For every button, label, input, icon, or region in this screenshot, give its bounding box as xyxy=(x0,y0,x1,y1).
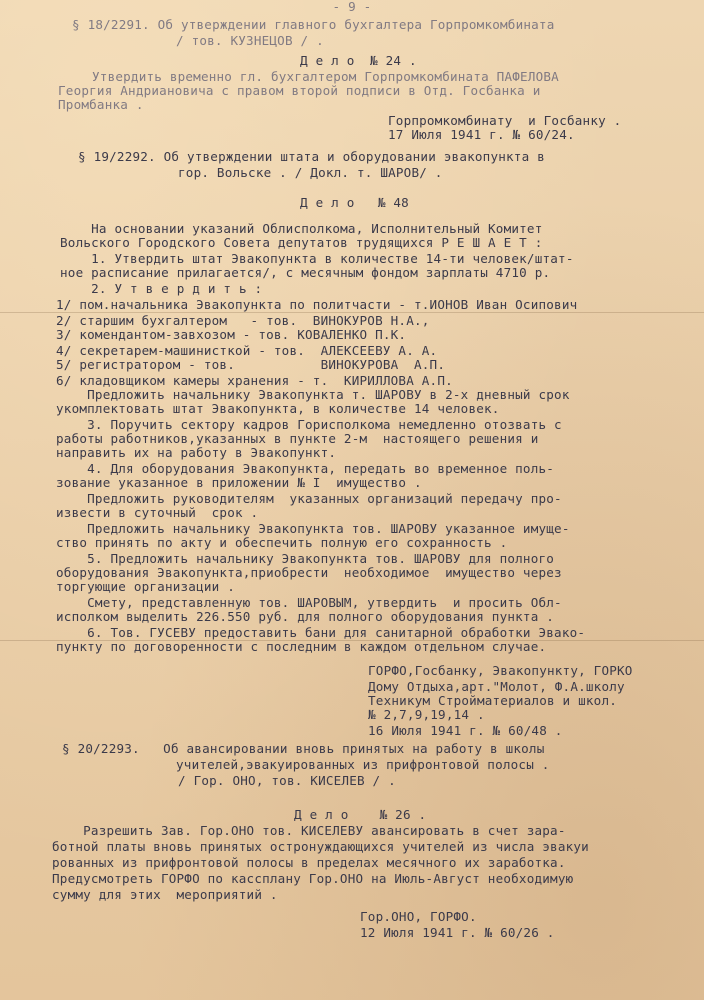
section3-distribution: Гор.ОНО, ГОРФО. xyxy=(360,909,477,924)
section2-body-line: оборудования Эвакопункта,приобрести необходимое имущество через xyxy=(56,565,562,580)
section2-body-line: 2. У т в е р д и т ь : xyxy=(60,281,263,296)
section3-heading: § 20/2293. Об авансировании вновь принятых на работу в школы xyxy=(62,741,545,756)
section2-body-line: исполком выделить 226.550 руб. для полного оборудования пункта . xyxy=(56,609,555,624)
staff-item: 3/ комендантом-завхозом - тов. КОВАЛЕНКО П.К. xyxy=(56,327,407,342)
section2-body-line: 4. Для оборудования Эвакопункта, передать во временное поль- xyxy=(56,461,555,476)
section3-body-line: ботной платы вновь принятых остронуждающихся учителей из числа эвакуи xyxy=(52,839,589,854)
staff-item: 2/ старшим бухгалтером - тов. ВИНОКУРОВ Н.А., xyxy=(56,313,430,328)
section3-body-line: Разрешить Зав. Гор.ОНО тов. КИСЕЛЕВУ авансировать в счет зара- xyxy=(52,823,566,838)
section2-distribution: Техникум Стройматериалов и школ. xyxy=(368,693,618,708)
staff-item: 5/ регистратором - тов. ВИНОКУРОВА А.П. xyxy=(56,357,446,372)
section1-body-line: Промбанка . xyxy=(58,97,144,112)
section3-case-number: Д е л о № 26 . xyxy=(294,807,427,822)
section2-body-line: Смету, представленную тов. ШАРОВЫМ, утвердить и просить Обл- xyxy=(56,595,562,610)
section2-heading: § 19/2292. Об утверждении штата и оборудовании эвакопункта в xyxy=(78,149,545,164)
section2-body-line: Вольского Городского Совета депутатов трудящихся Р Е Ш А Е Т : xyxy=(60,235,543,250)
section2-body-line: укомплектовать штат Эвакопункта, в количестве 14 человек. xyxy=(56,401,500,416)
section1-body-line: Утвердить временно гл. бухгалтером Горпромкомбината ПАФЕЛОВА xyxy=(92,69,559,84)
section2-distribution: № 2,7,9,19,14 . xyxy=(368,707,485,722)
section3-date: 12 Июля 1941 г. № 60/26 . xyxy=(360,925,555,940)
section1-body-line: Георгия Андриановича с правом второй подписи в Отд. Госбанка и xyxy=(58,83,541,98)
section3-body-line: Предусмотреть ГОРФО по кассплану Гор.ОНО на Июль-Август необходимую xyxy=(52,871,574,886)
section2-body-line: извести в суточный срок . xyxy=(56,505,259,520)
section2-body-line: работы работников,указанных в пункте 2-м настоящего решения и xyxy=(56,431,539,446)
section1-heading: / тов. КУЗНЕЦОВ / . xyxy=(176,33,324,48)
section1-heading: § 18/2291. Об утверждении главного бухгалтера Горпромкомбината xyxy=(72,17,555,32)
staff-item: 6/ кладовщиком камеры хранения - т. КИРИЛЛОВА А.П. xyxy=(56,373,453,388)
section1-distribution: Горпромкомбинату и Госбанку . xyxy=(388,113,622,128)
section2-body-line: 6. Тов. ГУСЕВУ предоставить бани для санитарной обработки Эвако- xyxy=(56,625,586,640)
staff-item: 1/ пом.начальника Эвакопункта по политчасти - т.ИОНОВ Иван Осипович xyxy=(56,297,578,312)
staff-item: 4/ секретарем-машинисткой - тов. АЛЕКСЕЕВУ А. А. xyxy=(56,343,438,358)
section1-date: 17 Июля 1941 г. № 60/24. xyxy=(388,127,575,142)
section2-body-line: зование указанное в приложении № I имущество . xyxy=(56,475,422,490)
section1-case-number: Д е л о № 24 . xyxy=(300,53,417,68)
section2-body-line: ное расписание прилагается/, с месячным фондом зарплаты 4710 р. xyxy=(60,265,551,280)
section3-heading: / Гор. ОНО, тов. КИСЕЛЕВ / . xyxy=(178,773,396,788)
section2-distribution: ГОРФО,Госбанку, Эвакопункту, ГОРКО xyxy=(368,663,633,678)
section2-body-line: На основании указаний Облисполкома, Исполнительный Комитет xyxy=(60,221,543,236)
section2-body-line: 5. Предложить начальнику Эвакопункта тов. ШАРОВУ для полного xyxy=(56,551,555,566)
section2-body-line: 3. Поручить сектору кадров Горисполкома немедленно отозвать с xyxy=(56,417,562,432)
page-number: - 9 - xyxy=(332,0,372,14)
section2-body-line: пункту по договоренности с последним в каждом отдельном случае. xyxy=(56,639,547,654)
section2-heading: гор. Вольске . / Докл. т. ШАРОВ/ . xyxy=(178,165,443,180)
section2-body-line: Предложить руководителям указанных организаций передачу про- xyxy=(56,491,562,506)
section2-case-number: Д е л о № 48 xyxy=(300,195,409,210)
section2-body-line: Предложить начальнику Эвакопункта тов. ШАРОВУ указанное имуще- xyxy=(56,521,570,536)
section3-body-line: рованных из прифронтовой полосы в пределах месячного их заработка. xyxy=(52,855,566,870)
section2-distribution: Дому Отдыха,арт."Молот, Ф.А.школу xyxy=(368,679,625,694)
section2-body-line: ство принять по акту и обеспечить полную его сохранность . xyxy=(56,535,508,550)
section3-heading: учителей,эвакуированных из прифронтовой полосы . xyxy=(176,757,550,772)
section2-body-line: 1. Утвердить штат Эвакопункта в количестве 14-ти человек/штат- xyxy=(60,251,574,266)
section2-body-line: направить их на работу в Эвакопункт. xyxy=(56,445,337,460)
section2-body-line: торгующие организации . xyxy=(56,579,235,594)
section3-body-line: сумму для этих мероприятий . xyxy=(52,887,278,902)
section2-body-line: Предложить начальнику Эвакопункта т. ШАРОВУ в 2-х дневный срок xyxy=(56,387,570,402)
section2-date: 16 Июля 1941 г. № 60/48 . xyxy=(368,723,563,738)
